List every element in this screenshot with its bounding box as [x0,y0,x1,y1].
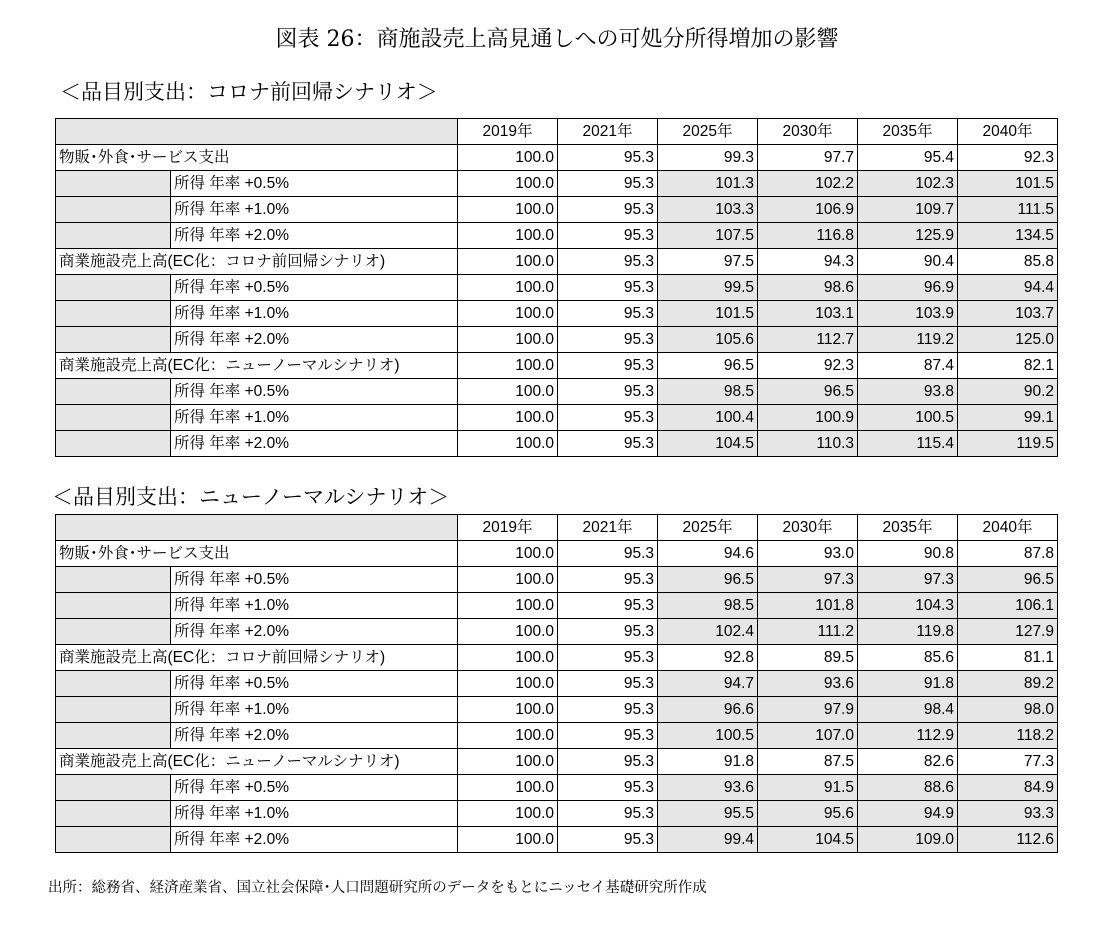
income-growth-label: 所得 年率 +1.0% [171,593,458,619]
table-new-normal-scenario [55,514,1058,853]
value-cell: 116.8 [758,223,858,249]
value-cell: 99.5 [658,275,758,301]
value-cell: 112.7 [758,327,858,353]
value-cell: 87.5 [758,749,858,775]
value-cell: 97.5 [658,249,758,275]
header-row [56,119,1058,145]
year-header: 2035年 [858,515,958,541]
value-cell: 125.0 [958,327,1058,353]
value-cell: 95.3 [558,801,658,827]
value-cell: 99.1 [958,405,1058,431]
value-cell: 100.5 [658,723,758,749]
value-cell: 97.9 [758,697,858,723]
year-header: 2040年 [958,515,1058,541]
value-cell: 100.0 [458,749,558,775]
value-cell: 96.5 [758,379,858,405]
year-header: 2040年 [958,119,1058,145]
year-header: 2021年 [558,515,658,541]
year-header: 2030年 [758,515,858,541]
value-cell: 104.5 [758,827,858,853]
value-cell: 95.3 [558,619,658,645]
indent-cell [56,567,171,593]
value-cell: 82.1 [958,353,1058,379]
value-cell: 92.3 [758,353,858,379]
value-cell: 100.5 [858,405,958,431]
value-cell: 99.4 [658,827,758,853]
value-cell: 81.1 [958,645,1058,671]
value-cell: 95.3 [558,353,658,379]
value-cell: 98.5 [658,379,758,405]
value-cell: 103.9 [858,301,958,327]
value-cell: 82.6 [858,749,958,775]
year-header: 2025年 [658,119,758,145]
value-cell: 100.4 [658,405,758,431]
value-cell: 101.3 [658,171,758,197]
value-cell: 100.0 [458,405,558,431]
value-cell: 109.7 [858,197,958,223]
value-cell: 95.3 [558,567,658,593]
value-cell: 96.5 [958,567,1058,593]
value-cell: 95.3 [558,249,658,275]
value-cell: 107.5 [658,223,758,249]
value-cell: 100.0 [458,541,558,567]
group-label: 物販･外食･サービス支出 [56,541,458,567]
value-cell: 95.3 [558,197,658,223]
source-note: 出所：総務省、経済産業省、国立社会保障･人口問題研究所のデータをもとにニッセイ基礎研究所作成 [48,880,707,896]
indent-cell [56,405,171,431]
value-cell: 94.3 [758,249,858,275]
value-cell: 106.1 [958,593,1058,619]
value-cell: 90.2 [958,379,1058,405]
value-cell: 107.0 [758,723,858,749]
value-cell: 95.5 [658,801,758,827]
value-cell: 95.3 [558,541,658,567]
value-cell: 95.3 [558,723,658,749]
value-cell: 102.4 [658,619,758,645]
header-row [56,515,1058,541]
value-cell: 89.5 [758,645,858,671]
table-row [56,327,1058,353]
value-cell: 102.2 [758,171,858,197]
income-growth-label: 所得 年率 +0.5% [171,275,458,301]
value-cell: 88.6 [858,775,958,801]
value-cell: 90.4 [858,249,958,275]
value-cell: 94.9 [858,801,958,827]
income-growth-label: 所得 年率 +2.0% [171,223,458,249]
table-row [56,593,1058,619]
value-cell: 77.3 [958,749,1058,775]
value-cell: 91.5 [758,775,858,801]
value-cell: 99.3 [658,145,758,171]
value-cell: 119.5 [958,431,1058,457]
indent-cell [56,301,171,327]
year-header: 2030年 [758,119,858,145]
value-cell: 119.8 [858,619,958,645]
value-cell: 100.0 [458,567,558,593]
table-row [56,775,1058,801]
value-cell: 95.3 [558,431,658,457]
value-cell: 103.1 [758,301,858,327]
value-cell: 90.8 [858,541,958,567]
value-cell: 95.3 [558,645,658,671]
value-cell: 100.0 [458,645,558,671]
value-cell: 100.0 [458,301,558,327]
value-cell: 100.0 [458,593,558,619]
indent-cell [56,775,171,801]
group-label: 商業施設売上高(EC化：ニューノーマルシナリオ) [56,353,458,379]
value-cell: 87.8 [958,541,1058,567]
income-growth-label: 所得 年率 +0.5% [171,567,458,593]
value-cell: 94.4 [958,275,1058,301]
value-cell: 96.6 [658,697,758,723]
income-growth-label: 所得 年率 +0.5% [171,671,458,697]
table-row [56,379,1058,405]
indent-cell [56,697,171,723]
indent-cell [56,723,171,749]
table-row [56,749,1058,775]
group-label: 商業施設売上高(EC化：コロナ前回帰シナリオ) [56,249,458,275]
value-cell: 134.5 [958,223,1058,249]
table-row [56,197,1058,223]
table-row [56,301,1058,327]
value-cell: 95.3 [558,275,658,301]
value-cell: 110.3 [758,431,858,457]
value-cell: 103.7 [958,301,1058,327]
value-cell: 84.9 [958,775,1058,801]
value-cell: 98.5 [658,593,758,619]
year-header: 2021年 [558,119,658,145]
section-heading-covid-return: ＜品目別支出：コロナ前回帰シナリオ＞ [60,80,438,104]
value-cell: 118.2 [958,723,1058,749]
value-cell: 98.4 [858,697,958,723]
value-cell: 115.4 [858,431,958,457]
value-cell: 87.4 [858,353,958,379]
value-cell: 93.0 [758,541,858,567]
value-cell: 95.3 [558,671,658,697]
value-cell: 89.2 [958,671,1058,697]
indent-cell [56,671,171,697]
table-row [56,723,1058,749]
indent-cell [56,619,171,645]
table-row [56,801,1058,827]
indent-cell [56,593,171,619]
value-cell: 100.0 [458,275,558,301]
table-row [56,541,1058,567]
table-row [56,431,1058,457]
year-header: 2025年 [658,515,758,541]
income-growth-label: 所得 年率 +2.0% [171,327,458,353]
table-row [56,249,1058,275]
value-cell: 95.3 [558,593,658,619]
value-cell: 100.0 [458,671,558,697]
value-cell: 96.9 [858,275,958,301]
table-row [56,827,1058,853]
indent-cell [56,827,171,853]
table-row [56,645,1058,671]
value-cell: 119.2 [858,327,958,353]
value-cell: 91.8 [858,671,958,697]
header-corner-cell [56,119,458,145]
income-growth-label: 所得 年率 +1.0% [171,697,458,723]
value-cell: 112.9 [858,723,958,749]
value-cell: 104.5 [658,431,758,457]
indent-cell [56,275,171,301]
value-cell: 93.6 [758,671,858,697]
income-growth-label: 所得 年率 +1.0% [171,197,458,223]
value-cell: 85.6 [858,645,958,671]
value-cell: 95.3 [558,749,658,775]
indent-cell [56,801,171,827]
value-cell: 106.9 [758,197,858,223]
value-cell: 95.3 [558,697,658,723]
value-cell: 93.6 [658,775,758,801]
value-cell: 93.8 [858,379,958,405]
value-cell: 111.5 [958,197,1058,223]
value-cell: 94.7 [658,671,758,697]
value-cell: 95.3 [558,223,658,249]
value-cell: 100.0 [458,723,558,749]
value-cell: 100.0 [458,801,558,827]
value-cell: 125.9 [858,223,958,249]
value-cell: 105.6 [658,327,758,353]
value-cell: 101.5 [658,301,758,327]
income-growth-label: 所得 年率 +2.0% [171,827,458,853]
value-cell: 100.0 [458,197,558,223]
value-cell: 91.8 [658,749,758,775]
value-cell: 95.3 [558,327,658,353]
table-row [56,275,1058,301]
value-cell: 100.0 [458,249,558,275]
group-label: 商業施設売上高(EC化：コロナ前回帰シナリオ) [56,645,458,671]
indent-cell [56,431,171,457]
value-cell: 100.0 [458,327,558,353]
income-growth-label: 所得 年率 +2.0% [171,431,458,457]
value-cell: 104.3 [858,593,958,619]
value-cell: 95.6 [758,801,858,827]
value-cell: 101.8 [758,593,858,619]
section-heading-new-normal: ＜品目別支出：ニューノーマルシナリオ＞ [52,485,450,509]
header-corner-cell [56,515,458,541]
year-header: 2019年 [458,119,558,145]
value-cell: 103.3 [658,197,758,223]
table-row [56,671,1058,697]
value-cell: 100.0 [458,379,558,405]
value-cell: 100.0 [458,171,558,197]
value-cell: 97.3 [758,567,858,593]
income-growth-label: 所得 年率 +0.5% [171,171,458,197]
value-cell: 92.8 [658,645,758,671]
value-cell: 95.3 [558,827,658,853]
table-row [56,145,1058,171]
value-cell: 85.8 [958,249,1058,275]
group-label: 商業施設売上高(EC化：ニューノーマルシナリオ) [56,749,458,775]
value-cell: 100.0 [458,353,558,379]
table-row [56,567,1058,593]
value-cell: 95.3 [558,301,658,327]
indent-cell [56,171,171,197]
value-cell: 98.0 [958,697,1058,723]
value-cell: 95.3 [558,405,658,431]
value-cell: 95.4 [858,145,958,171]
figure-title: 図表 26：商施設売上高見通しへの可処分所得増加の影響 [275,27,839,52]
value-cell: 102.3 [858,171,958,197]
value-cell: 100.0 [458,431,558,457]
value-cell: 96.5 [658,353,758,379]
table-row [56,223,1058,249]
value-cell: 109.0 [858,827,958,853]
value-cell: 97.7 [758,145,858,171]
value-cell: 100.0 [458,775,558,801]
income-growth-label: 所得 年率 +1.0% [171,405,458,431]
table-row [56,697,1058,723]
value-cell: 127.9 [958,619,1058,645]
value-cell: 100.0 [458,827,558,853]
value-cell: 101.5 [958,171,1058,197]
value-cell: 95.3 [558,145,658,171]
table-row [56,171,1058,197]
value-cell: 100.9 [758,405,858,431]
value-cell: 112.6 [958,827,1058,853]
value-cell: 100.0 [458,223,558,249]
income-growth-label: 所得 年率 +1.0% [171,301,458,327]
indent-cell [56,379,171,405]
income-growth-label: 所得 年率 +0.5% [171,775,458,801]
value-cell: 100.0 [458,697,558,723]
income-growth-label: 所得 年率 +1.0% [171,801,458,827]
value-cell: 97.3 [858,567,958,593]
value-cell: 92.3 [958,145,1058,171]
value-cell: 93.3 [958,801,1058,827]
value-cell: 95.3 [558,775,658,801]
table-row [56,405,1058,431]
value-cell: 95.3 [558,171,658,197]
value-cell: 96.5 [658,567,758,593]
income-growth-label: 所得 年率 +2.0% [171,723,458,749]
value-cell: 94.6 [658,541,758,567]
table-row [56,619,1058,645]
income-growth-label: 所得 年率 +0.5% [171,379,458,405]
value-cell: 100.0 [458,619,558,645]
table-covid-return-scenario [55,118,1058,457]
indent-cell [56,327,171,353]
year-header: 2019年 [458,515,558,541]
table-row [56,353,1058,379]
value-cell: 111.2 [758,619,858,645]
indent-cell [56,197,171,223]
group-label: 物販･外食･サービス支出 [56,145,458,171]
indent-cell [56,223,171,249]
year-header: 2035年 [858,119,958,145]
value-cell: 95.3 [558,379,658,405]
income-growth-label: 所得 年率 +2.0% [171,619,458,645]
value-cell: 100.0 [458,145,558,171]
value-cell: 98.6 [758,275,858,301]
